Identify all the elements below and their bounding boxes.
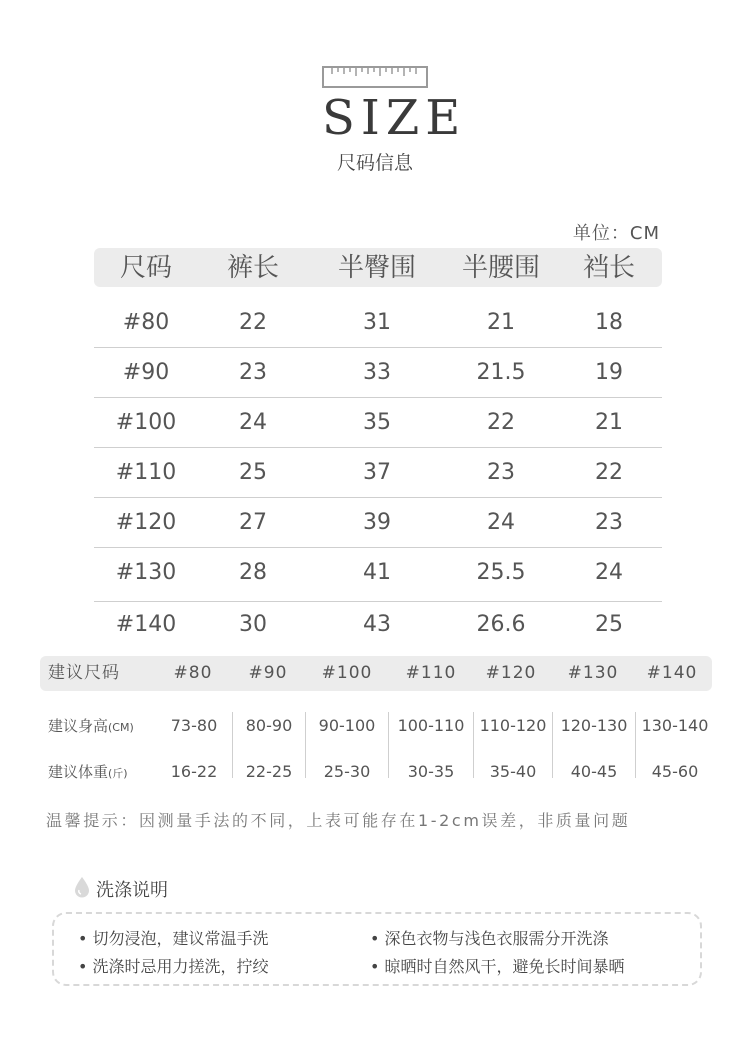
table-row — [94, 298, 662, 348]
recommend-size-label: 建议尺码 — [48, 663, 120, 683]
hip-cell: 39 — [363, 510, 391, 535]
height-range: 80-90 — [245, 716, 293, 735]
wash-item: • 晾晒时自然风干，避免长时间暴晒 — [370, 954, 625, 977]
hip-cell: 41 — [363, 560, 391, 585]
hip-cell: 33 — [363, 360, 391, 385]
page-subtitle: 尺码信息 — [336, 152, 413, 174]
waist-cell: 21.5 — [476, 360, 526, 385]
waist-cell: 22 — [487, 410, 515, 435]
wash-item: • 深色衣物与浅色衣服需分开洗涤 — [370, 926, 609, 949]
waist-cell: 23 — [487, 460, 515, 485]
pants-length-cell: 25 — [239, 460, 267, 485]
weight-range: 16-22 — [170, 762, 218, 781]
table-row — [94, 398, 662, 448]
table-row — [94, 548, 662, 598]
pants-length-cell: 27 — [239, 510, 267, 535]
recommend-size: #100 — [321, 663, 373, 683]
size-cell: #90 — [122, 360, 170, 385]
table-row — [94, 600, 662, 650]
recommend-size: #130 — [567, 663, 619, 683]
column-divider — [552, 712, 553, 778]
pants-length-cell: 24 — [239, 410, 267, 435]
ruler-icon — [322, 66, 428, 88]
height-range: 100-110 — [397, 716, 465, 735]
unit-label: 单位：CM — [572, 223, 660, 244]
column-divider — [473, 712, 474, 778]
rise-cell: 25 — [595, 612, 623, 637]
recommend-size: #110 — [405, 663, 457, 683]
rise-cell: 18 — [595, 310, 623, 335]
rise-cell: 22 — [595, 460, 623, 485]
hip-cell: 37 — [363, 460, 391, 485]
weight-range: 40-45 — [570, 762, 618, 781]
weight-range: 22-25 — [245, 762, 293, 781]
height-range: 120-130 — [560, 716, 628, 735]
height-label: 建议身高(CM) — [48, 717, 134, 735]
wash-item: • 切勿浸泡，建议常温手洗 — [78, 926, 269, 949]
size-cell: #140 — [115, 612, 177, 637]
table-row — [94, 448, 662, 498]
recommend-size: #80 — [173, 663, 213, 683]
column-header: 裤长 — [226, 253, 279, 283]
pants-length-cell: 22 — [239, 310, 267, 335]
height-range: 90-100 — [318, 716, 376, 735]
column-header: 尺码 — [119, 253, 172, 283]
column-header: 半腰围 — [461, 253, 540, 283]
rise-cell: 24 — [595, 560, 623, 585]
waist-cell: 24 — [487, 510, 515, 535]
height-range: 73-80 — [170, 716, 218, 735]
weight-range: 25-30 — [323, 762, 371, 781]
weight-range: 35-40 — [489, 762, 537, 781]
height-range: 130-140 — [641, 716, 709, 735]
table-row — [94, 348, 662, 398]
measurement-tip: 温馨提示：因测量手法的不同，上表可能存在1-2cm误差，非质量问题 — [46, 811, 631, 830]
weight-label: 建议体重(斤) — [48, 763, 128, 781]
column-divider — [232, 712, 233, 778]
size-cell: #120 — [115, 510, 177, 535]
recommend-size: #140 — [646, 663, 698, 683]
recommend-size: #90 — [248, 663, 288, 683]
hip-cell: 31 — [363, 310, 391, 335]
height-range: 110-120 — [479, 716, 547, 735]
pants-length-cell: 23 — [239, 360, 267, 385]
weight-range: 30-35 — [407, 762, 455, 781]
hip-cell: 35 — [363, 410, 391, 435]
rise-cell: 19 — [595, 360, 623, 385]
column-divider — [635, 712, 636, 778]
rise-cell: 21 — [595, 410, 623, 435]
column-divider — [388, 712, 389, 778]
waist-cell: 26.6 — [476, 612, 526, 637]
water-drop-icon — [74, 876, 90, 898]
wash-item: • 洗涤时忌用力搓洗，拧绞 — [78, 954, 269, 977]
pants-length-cell: 30 — [239, 612, 267, 637]
size-cell: #130 — [115, 560, 177, 585]
hip-cell: 43 — [363, 612, 391, 637]
column-divider — [305, 712, 306, 778]
size-cell: #100 — [115, 410, 177, 435]
size-logo-text: SIZE — [322, 90, 467, 146]
weight-range: 45-60 — [651, 762, 699, 781]
size-cell: #110 — [115, 460, 177, 485]
size-cell: #80 — [122, 310, 170, 335]
column-header: 裆长 — [582, 253, 635, 283]
waist-cell: 21 — [487, 310, 515, 335]
rise-cell: 23 — [595, 510, 623, 535]
recommend-size: #120 — [485, 663, 537, 683]
column-header: 半臀围 — [337, 253, 416, 283]
pants-length-cell: 28 — [239, 560, 267, 585]
table-row — [94, 498, 662, 548]
waist-cell: 25.5 — [476, 560, 526, 585]
wash-title: 洗涤说明 — [96, 880, 168, 901]
